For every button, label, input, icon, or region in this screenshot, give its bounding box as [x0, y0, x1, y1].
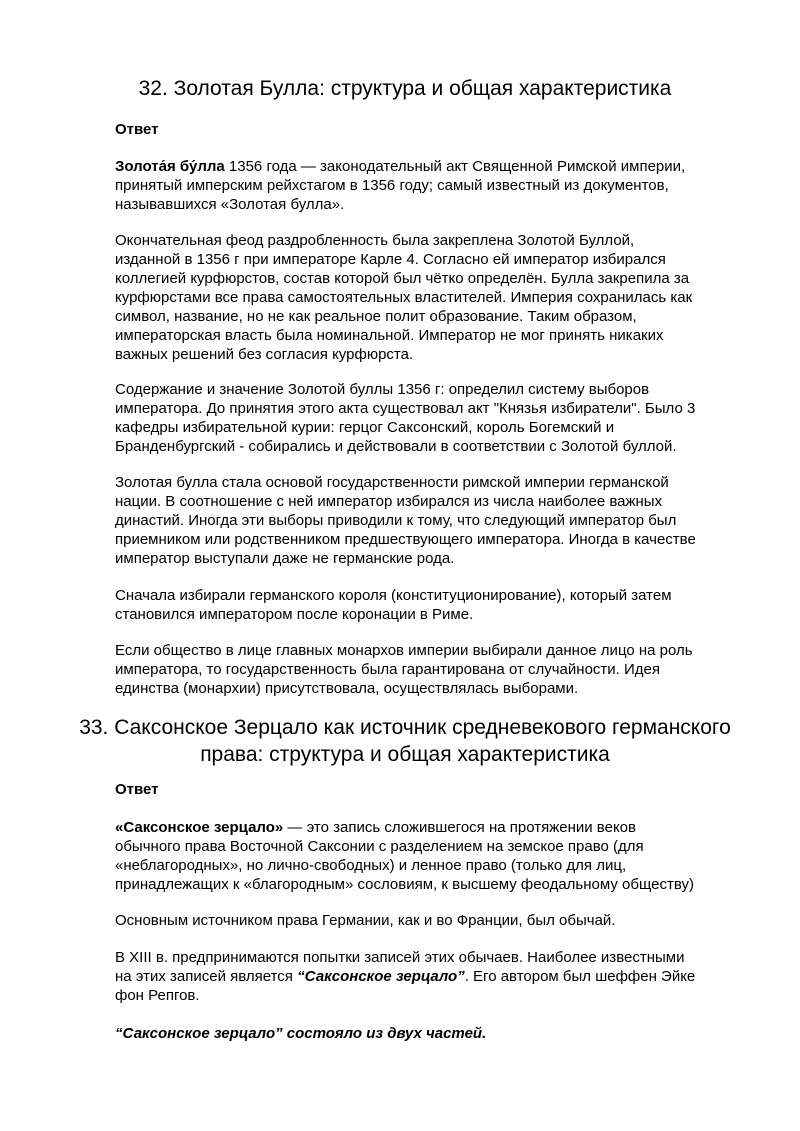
- section-32-paragraph-3: Содержание и значение Золотой буллы 1356 г: определил систему выборов императора. До принятия этого акта существовал акт "Князья избиратели". Было 3 кафедры избирательной курии: герцог Саксонский, король Богемский и Бранденбургский - собирались и действовали в соответствии с Золотой буллой.: [115, 381, 696, 455]
- section-32-paragraph-5: Сначала избирали германского короля (конституционирование), который затем становился императором после коронации в Риме.: [115, 587, 672, 623]
- section-33-paragraph-1: «Саксонское зерцало» — это запись сложившегося на протяжении веков обычного права Восточной Саксонии с разделением на земское право (для «неблагородных», но лично-свободных) и ленное право (только для лиц, принадлежащих к «благородным» сословиям, к высшему феодальному обществу): [115, 819, 694, 893]
- section-32-paragraph-6: Если общество в лице главных монархов империи выбирали данное лицо на роль императора, то государственность была гарантирована от случайности. Идея единства (монархии) присутствовала, осуществлялась выборами.: [115, 642, 693, 697]
- section-33-paragraph-3: В XIII в. предпринимаются попытки записей этих обычаев. Наиболее известными на этих записей является “Саксонское зерцало”. Его автором был шеффен Эйке фон Репгов.: [115, 949, 696, 1004]
- section-33-paragraph-2: Основным источником права Германии, как и во Франции, был обычай.: [115, 912, 616, 929]
- section-32-paragraph-4: Золотая булла стала основой государственности римской империи германской нации. В соотношение с ней император избирался из числа наиболее важных династий. Иногда эти выборы приводили к тому, что следующий император был приемником или родственником предшествующего императора. Иногда в качестве император выступали даже не германские рода.: [115, 474, 696, 567]
- section-33-paragraph-4: “Саксонское зерцало” состояло из двух частей.: [115, 1025, 487, 1042]
- section-33-title: 33. Саксонское Зерцало как источник средневекового германского права: структура и общая характеристика: [79, 716, 731, 766]
- section-32-paragraph-2: Окончательная феод раздробленность была закреплена Золотой Буллой, изданной в 1356 г при императоре Карле 4. Согласно ей император избирался коллегией курфюрстов, состав которой был чётко определён. Булла закрепила за курфюрстами все права самостоятельных властителей. Империя сохранилась как символ, название, но не как реальное полит образование. Таким образом, императорская власть была номинальной. Император не мог принять никаких важных решений без согласия курфюрста.: [115, 232, 693, 363]
- section-33-answer-label: Ответ: [115, 781, 159, 798]
- saxon-mirror-inline-term: “Саксонское зерцало”: [297, 968, 465, 985]
- section-32-answer-label: Ответ: [115, 121, 159, 138]
- section-32-paragraph-1: Золота́я бу́лла 1356 года — законодательный акт Священной Римской империи, принятый имперским рейхстагом в 1356 году; самый известный из документов, называвшихся «Золотая булла».: [115, 158, 686, 213]
- golden-bull-term: Золота́я бу́лла: [115, 158, 225, 175]
- section-32-title: 32. Золотая Булла: структура и общая характеристика: [138, 77, 672, 100]
- saxon-mirror-term: «Саксонское зерцало»: [115, 819, 284, 836]
